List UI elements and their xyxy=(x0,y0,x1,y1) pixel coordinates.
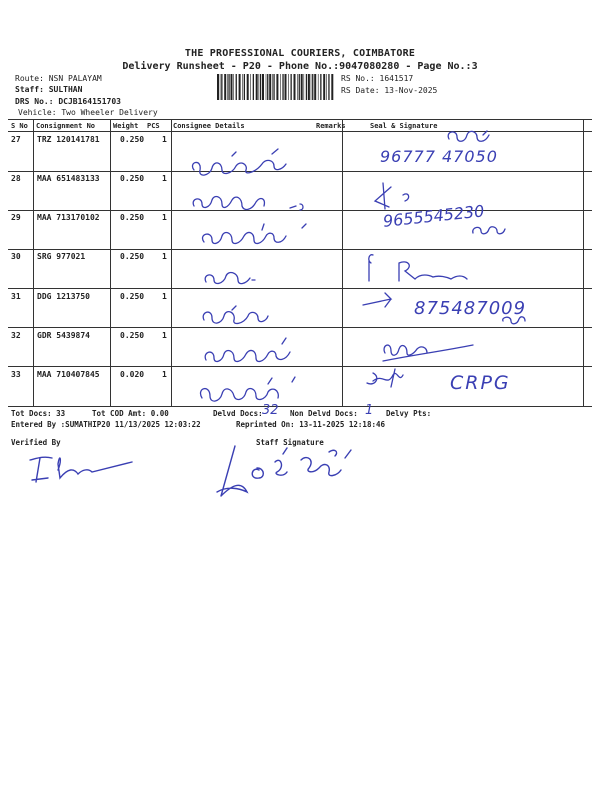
seal-signature-marks xyxy=(343,125,583,405)
row-pcs: 1 xyxy=(162,292,167,301)
row-pcs: 1 xyxy=(162,252,167,261)
barcode-bar xyxy=(297,74,298,100)
barcode-bar xyxy=(299,74,300,100)
barcode-bar xyxy=(294,74,296,100)
barcode-bar xyxy=(273,74,274,100)
consignee-handwriting xyxy=(172,132,342,406)
barcode-bar xyxy=(291,74,292,100)
barcode-bar xyxy=(328,74,329,100)
row-consignment: TRZ 120141781 xyxy=(37,135,100,144)
company-title: THE PROFESSIONAL COURIERS, COIMBATORE xyxy=(184,48,416,59)
col-header-seal: Seal & Signature xyxy=(370,122,438,130)
row-pcs: 1 xyxy=(162,213,167,222)
row-consignment: MAA 651483133 xyxy=(37,174,100,183)
table-bottom-rule xyxy=(8,406,592,407)
row-seal-text: 9655545230 xyxy=(382,201,486,231)
barcode-bar xyxy=(276,74,278,100)
barcode-bar xyxy=(236,74,237,100)
row-weight: 0.250 xyxy=(120,252,145,261)
barcode-bar xyxy=(217,74,219,100)
row-weight: 0.250 xyxy=(120,331,145,340)
rs-number: RS No.: 1641517 xyxy=(341,74,414,83)
barcode-bar xyxy=(311,74,312,100)
row-weight: 0.250 xyxy=(120,292,145,301)
staff-signature-label: Staff Signature xyxy=(256,438,324,447)
row-weight: 0.250 xyxy=(120,135,145,144)
drs-number: DRS No.: DCJB164151703 xyxy=(15,97,121,106)
row-consignment: MAA 713170102 xyxy=(37,213,100,222)
non-delivered-docs: Non Delvd Docs: xyxy=(290,409,358,418)
barcode-bar xyxy=(312,74,313,100)
delivered-docs: Delvd Docs: xyxy=(213,409,263,418)
runsheet-subtitle: Delivery Runsheet - P20 - Phone No.:9047080280 - Page No.:3 xyxy=(122,61,478,72)
route-label: Route: NSN PALAYAM xyxy=(15,74,102,83)
barcode-bar xyxy=(220,74,221,100)
verified-by-label: Verified By xyxy=(11,438,61,447)
rs-date: RS Date: 13-Nov-2025 xyxy=(341,86,438,95)
row-pcs: 1 xyxy=(162,331,167,340)
col-header-consignment: Consignment No xyxy=(36,122,96,130)
col-header-weight: Weight xyxy=(113,122,139,130)
row-weight: 0.250 xyxy=(120,213,145,222)
barcode-bar xyxy=(306,74,307,100)
barcode-bar xyxy=(266,74,267,100)
barcode-bar xyxy=(301,74,303,100)
delivered-docs-value: 32 xyxy=(262,403,279,418)
barcode-bar xyxy=(259,74,260,100)
barcode-bar xyxy=(250,74,251,100)
col-divider xyxy=(33,119,34,407)
row-consignment: GDR 5439874 xyxy=(37,331,90,340)
barcode-image xyxy=(217,74,335,100)
row-weight: 0.020 xyxy=(120,370,145,379)
row-consignment: DDG 1213750 xyxy=(37,292,90,301)
non-delivered-value: 1 xyxy=(365,403,374,418)
barcode-bar xyxy=(224,74,226,100)
barcode-bar xyxy=(269,74,271,100)
row-consignment: MAA 710407845 xyxy=(37,370,100,379)
row-sno: 33 xyxy=(11,370,21,379)
barcode-bar xyxy=(282,74,283,100)
barcode-bar xyxy=(221,74,222,100)
staff-label: Staff: SULTHAN xyxy=(15,85,83,94)
barcode-bar xyxy=(247,74,249,100)
row-seal-text: CRPG xyxy=(450,372,511,394)
col-header-remarks: Remarks xyxy=(316,122,346,130)
row-consignment: SRG 977021 xyxy=(37,252,86,261)
table-top-rule xyxy=(8,119,592,120)
barcode-bar xyxy=(227,74,228,100)
barcode-bar xyxy=(253,74,254,100)
row-sno: 30 xyxy=(11,252,21,261)
barcode-bar xyxy=(244,74,245,100)
row-sno: 32 xyxy=(11,331,21,340)
barcode-bar xyxy=(228,74,229,100)
barcode-bar xyxy=(233,74,234,100)
col-divider xyxy=(110,119,111,407)
barcode-bar xyxy=(256,74,258,100)
reprinted-on: Reprinted On: 13-11-2025 12:18:46 xyxy=(236,420,386,429)
row-seal-text: 96777 47050 xyxy=(380,147,498,166)
row-sno: 31 xyxy=(11,292,21,301)
row-seal-text: 875487009 xyxy=(414,298,527,319)
barcode-bar xyxy=(288,74,289,100)
row-sno: 27 xyxy=(11,135,21,144)
barcode-bar xyxy=(308,74,310,100)
row-sno: 28 xyxy=(11,174,21,183)
col-header-pcs: PCS xyxy=(147,122,160,130)
barcode-bar xyxy=(320,74,321,100)
vehicle-label: Vehicle: Two Wheeler Delivery xyxy=(18,108,158,117)
verified-signature xyxy=(28,448,138,488)
row-pcs: 1 xyxy=(162,174,167,183)
barcode-bar xyxy=(323,74,325,100)
col-header-consignee: Consignee Details xyxy=(173,122,245,130)
entered-by: Entered By :SUMATHIP20 11/13/2025 12:03:22 xyxy=(11,420,201,429)
barcode-bar xyxy=(280,74,281,100)
barcode-bar xyxy=(239,74,241,100)
barcode-bar xyxy=(326,74,327,100)
col-header-sno: S No xyxy=(11,122,28,130)
barcode-bar xyxy=(304,74,305,100)
barcode-bar xyxy=(242,74,243,100)
delivery-points: Delvy Pts: xyxy=(386,409,432,418)
row-sno: 29 xyxy=(11,213,21,222)
total-docs: Tot Docs: 33 xyxy=(11,409,66,418)
barcode-bar xyxy=(331,74,333,100)
barcode-bar xyxy=(231,74,233,100)
barcode-bar xyxy=(267,74,268,100)
row-weight: 0.250 xyxy=(120,174,145,183)
staff-signature xyxy=(205,442,375,502)
barcode-bar xyxy=(262,74,264,100)
barcode-bar xyxy=(314,74,316,100)
barcode-bar xyxy=(285,74,287,100)
row-pcs: 1 xyxy=(162,370,167,379)
barcode-bar xyxy=(318,74,319,100)
barcode-bar xyxy=(272,74,273,100)
barcode-bar xyxy=(260,74,261,100)
total-cod: Tot COD Amt: 0.00 xyxy=(92,409,169,418)
col-divider xyxy=(583,119,584,407)
row-pcs: 1 xyxy=(162,135,167,144)
